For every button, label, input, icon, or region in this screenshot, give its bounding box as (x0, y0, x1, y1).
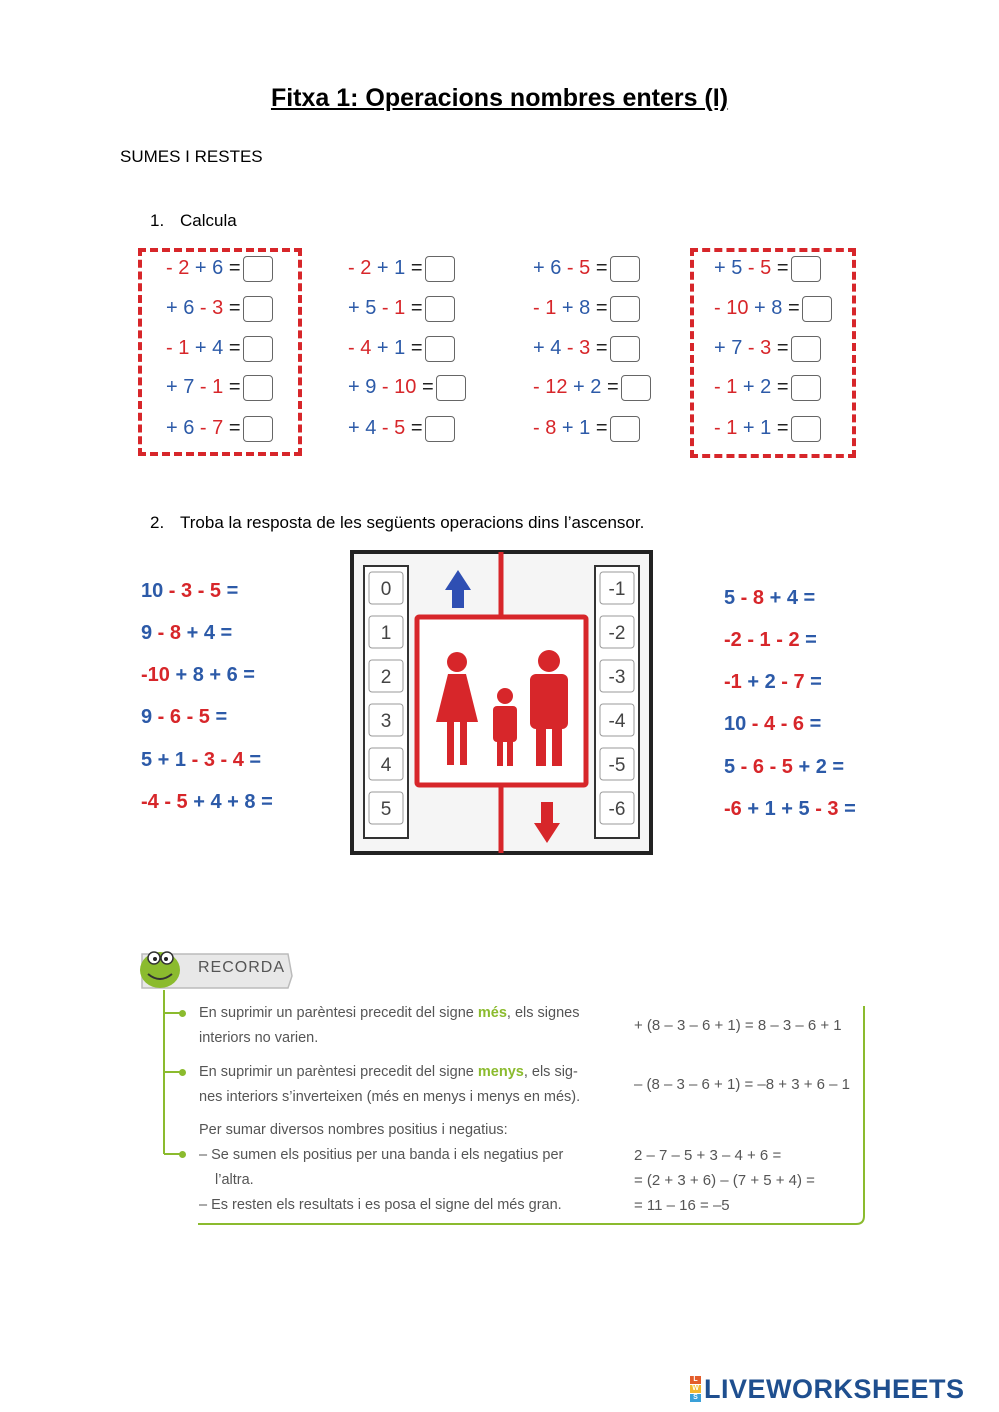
liveworksheets-logo[interactable] (690, 1374, 965, 1404)
rule-text: – Se sumen els positius per una banda i els negatius per (199, 1147, 564, 1163)
recorda-example-1: + (8 – 3 – 6 + 1) = 8 – 3 – 6 + 1 (634, 1017, 842, 1034)
expr-term: = (799, 629, 817, 651)
answer-box[interactable] (610, 416, 640, 442)
answer-box[interactable] (243, 416, 273, 442)
expr-term: 10 (141, 580, 164, 602)
expr-term: = (590, 257, 608, 279)
expr-term: + 1 (737, 417, 772, 439)
bullet-icon (179, 1151, 186, 1158)
exercise-row (714, 372, 821, 402)
expr-term: + 6 (533, 257, 562, 279)
expr-term: -2 - 1 - 2 (724, 629, 800, 651)
expr-term: = (782, 297, 800, 319)
rule-highlight: menys (477, 1064, 524, 1080)
rule-highlight: més (477, 1005, 507, 1021)
floor-label: -2 (608, 623, 626, 644)
expr-term: - 5 (742, 257, 772, 279)
expr-term: - 5 (376, 417, 406, 439)
expr-term: 9 (141, 706, 153, 728)
answer-box[interactable] (791, 256, 821, 282)
expr-term: = (590, 337, 608, 359)
expr-term: = (223, 417, 241, 439)
answer-box[interactable] (243, 336, 273, 362)
exercise-row (166, 372, 273, 402)
math-line: = (2 + 3 + 6) – (7 + 5 + 4) = (634, 1172, 815, 1189)
logo-letter: L (690, 1376, 701, 1384)
expr-term: - 3 - 5 (163, 580, 222, 602)
recorda-badge: RECORDA (198, 959, 286, 976)
section-label: SUMES I RESTES (120, 147, 263, 166)
expr-term: = (590, 297, 608, 319)
expr-term: - 6 - 5 (735, 756, 793, 778)
expr-term: - 6 - 5 (152, 706, 210, 728)
expr-term: = (243, 749, 262, 771)
elevator-expression (724, 587, 815, 610)
expr-term: + 2 = (792, 756, 845, 778)
answer-box[interactable] (791, 375, 821, 401)
expr-term: - 8 (152, 622, 182, 644)
answer-box[interactable] (436, 375, 466, 401)
expr-term: = (771, 337, 789, 359)
expr-term: 5 (724, 587, 736, 609)
expr-term: = (405, 297, 423, 319)
exercise-row (348, 333, 455, 363)
rule-text: En suprimir un parèntesi precedit del signe (199, 1005, 478, 1021)
rule-text: Per sumar diversos nombres positius i negatius: (199, 1122, 508, 1138)
expr-term: = (590, 417, 608, 439)
expr-term: -10 (141, 664, 170, 686)
rule-text: – Es resten els resultats i es posa el signe del més gran. (199, 1197, 562, 1213)
expr-term: - 1 (533, 297, 557, 319)
expr-term: = (209, 706, 228, 728)
expr-term: = (221, 580, 239, 602)
rule-text: l’altra. (215, 1172, 254, 1188)
expr-term: - 1 (714, 376, 738, 398)
expr-term: + 9 (348, 376, 377, 398)
floor-label: 5 (380, 799, 392, 820)
answer-box[interactable] (425, 416, 455, 442)
expr-term: -6 (724, 798, 742, 820)
answer-box[interactable] (425, 296, 455, 322)
expr-term: - 12 (533, 376, 568, 398)
expr-term: = (223, 376, 241, 398)
floor-label: -4 (608, 711, 626, 732)
expr-term: = (771, 376, 789, 398)
floor-label: 3 (380, 711, 392, 732)
expr-term: = (771, 257, 789, 279)
expr-term: - 1 (376, 297, 406, 319)
rule-text: , els signes (506, 1005, 580, 1021)
answer-box[interactable] (791, 416, 821, 442)
exercise-row (714, 253, 821, 283)
elevator-expression (724, 671, 822, 694)
exercise-row (533, 413, 640, 443)
expr-term: - 2 (348, 257, 372, 279)
logo-text: LIVEWORKSHEETS (704, 1373, 965, 1404)
expr-term: + 4 + 8 = (187, 791, 273, 813)
page-title: Fitxa 1: Operacions nombres enters (I) (270, 84, 729, 112)
expr-term: + 8 (748, 297, 783, 319)
bullet-icon (179, 1010, 186, 1017)
expr-term: - 3 (809, 798, 839, 820)
elevator-illustration (350, 550, 653, 855)
exercise-row (533, 253, 640, 283)
expr-term: - 1 (194, 376, 224, 398)
answer-box[interactable] (425, 256, 455, 282)
exercise-row (348, 413, 455, 443)
expr-term: = (405, 417, 423, 439)
floor-label: -5 (608, 755, 626, 776)
expr-term: 5 + 1 (141, 749, 187, 771)
expr-term: = (223, 257, 241, 279)
elevator-expression (141, 664, 255, 687)
expr-term: + 1 + 5 (741, 798, 810, 820)
expr-term: - 10 (376, 376, 417, 398)
recorda-rule-1 (199, 1001, 599, 1051)
question-2 (150, 513, 644, 533)
expr-term: = (405, 337, 423, 359)
expr-term: - 1 (714, 417, 738, 439)
math-line: = 11 – 16 = –5 (634, 1197, 730, 1214)
elevator-expression (724, 713, 821, 736)
expr-term: + 4 (533, 337, 562, 359)
exercise-row (533, 372, 651, 402)
expr-term: = (223, 297, 241, 319)
expr-term: 9 (141, 622, 153, 644)
exercise-row (533, 293, 640, 323)
expr-term: - 8 (533, 417, 557, 439)
answer-box[interactable] (791, 336, 821, 362)
expr-term: + 1 (371, 337, 406, 359)
expr-term: - 3 (742, 337, 772, 359)
expr-term: + 7 (714, 337, 743, 359)
expr-term: - 7 (194, 417, 224, 439)
answer-box[interactable] (425, 336, 455, 362)
expr-term: + 8 (556, 297, 591, 319)
question-text: Troba la resposta de les següents operacions dins l’ascensor. (180, 513, 645, 532)
rule-text: En suprimir un parèntesi precedit del signe (199, 1064, 478, 1080)
elevator-expression (141, 791, 273, 814)
expr-term: + 5 (714, 257, 743, 279)
question-number: 2. (150, 513, 165, 532)
expr-term: - 4 - 6 (746, 713, 805, 735)
expr-term: - 4 (348, 337, 372, 359)
expr-term: - 5 (561, 257, 591, 279)
expr-term: = (416, 376, 434, 398)
logo-letter: S (690, 1394, 701, 1402)
bullet-icon (179, 1069, 186, 1076)
answer-box[interactable] (610, 296, 640, 322)
expr-term: = (223, 337, 241, 359)
floor-label: 1 (380, 623, 392, 644)
expr-term: - 3 (194, 297, 224, 319)
question-1 (150, 211, 237, 231)
rule-text: nes interiors s’inverteixen (més en menys i menys en més). (199, 1089, 581, 1105)
expr-term: - 1 (166, 337, 190, 359)
exercise-row (166, 293, 273, 323)
recorda-example-3 (634, 1143, 815, 1218)
expr-term: + 8 + 6 = (169, 664, 255, 686)
expr-term: -1 (724, 671, 742, 693)
expr-term: = (771, 417, 789, 439)
question-text: Calcula (180, 211, 237, 230)
answer-box[interactable] (243, 296, 273, 322)
logo-letter: W (690, 1385, 701, 1393)
elevator-expression (724, 756, 844, 779)
floor-label: -6 (608, 799, 626, 820)
expr-term: - 7 (775, 671, 805, 693)
rule-text: interiors no varien. (199, 1030, 319, 1046)
expr-term: + 5 (348, 297, 377, 319)
exercise-row (714, 333, 821, 363)
expr-term: -4 - 5 (141, 791, 188, 813)
exercise-row (348, 293, 455, 323)
expr-term: + 2 (567, 376, 602, 398)
question-number: 1. (150, 211, 165, 230)
answer-box[interactable] (610, 336, 640, 362)
expr-term: - 3 - 4 (186, 749, 244, 771)
elevator-expression (724, 798, 856, 821)
expr-term: + 6 (166, 297, 195, 319)
floor-label: -1 (608, 579, 626, 600)
expr-term: + 4 = (764, 587, 816, 609)
elevator-expression (141, 706, 227, 729)
elevator-expression (141, 749, 261, 772)
answer-box[interactable] (243, 256, 273, 282)
floor-label: 4 (380, 755, 392, 776)
answer-box[interactable] (802, 296, 832, 322)
expr-term: + 1 (371, 257, 406, 279)
expr-term: + 2 (741, 671, 776, 693)
expr-term: + 1 (556, 417, 591, 439)
exercise-row (714, 293, 832, 323)
elevator-expression (724, 629, 817, 652)
expr-term: + 4 = (181, 622, 233, 644)
exercise-row (166, 333, 273, 363)
expr-term: = (601, 376, 619, 398)
exercise-row (166, 253, 273, 283)
exercise-row (714, 413, 821, 443)
math-line: 2 – 7 – 5 + 3 – 4 + 6 = (634, 1147, 782, 1164)
answer-box[interactable] (610, 256, 640, 282)
expr-term: = (804, 713, 822, 735)
recorda-rule-3 (199, 1118, 609, 1218)
expr-term: + 6 (189, 257, 224, 279)
expr-term: = (838, 798, 856, 820)
exercise-row (166, 413, 273, 443)
elevator-expression (141, 622, 232, 645)
expr-term: - 10 (714, 297, 749, 319)
expr-term: - 2 (166, 257, 190, 279)
expr-term: + 7 (166, 376, 195, 398)
expr-term: + 4 (348, 417, 377, 439)
exercise-row (533, 333, 640, 363)
expr-term: + 2 (737, 376, 772, 398)
expr-term: - 3 (561, 337, 591, 359)
floor-label: 2 (380, 667, 392, 688)
expr-term: 5 (724, 756, 736, 778)
answer-box[interactable] (621, 375, 651, 401)
expr-term: + 4 (189, 337, 224, 359)
expr-term: 10 (724, 713, 747, 735)
recorda-rule-2 (199, 1060, 599, 1110)
rule-text: , els sig- (523, 1064, 578, 1080)
floor-label: 0 (380, 579, 392, 600)
expr-term: = (405, 257, 423, 279)
expr-term: - 8 (735, 587, 765, 609)
recorda-example-2: – (8 – 3 – 6 + 1) = –8 + 3 + 6 – 1 (634, 1076, 850, 1093)
expr-term: = (804, 671, 822, 693)
exercise-row (348, 253, 455, 283)
logo-mark-icon (690, 1376, 701, 1402)
elevator-expression (141, 580, 238, 603)
floor-label: -3 (608, 667, 626, 688)
expr-term: + 6 (166, 417, 195, 439)
exercise-row (348, 372, 466, 402)
answer-box[interactable] (243, 375, 273, 401)
